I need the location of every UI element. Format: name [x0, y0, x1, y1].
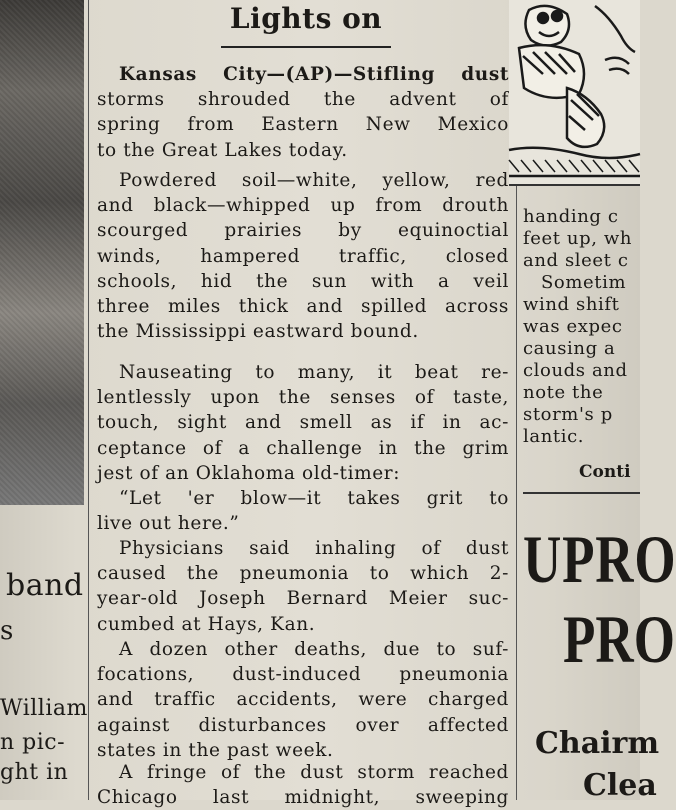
right-line: storm's p [523, 404, 613, 425]
right-line: and sleet c [523, 250, 629, 271]
right-line: handing c [523, 206, 619, 227]
article-headline: Lights on [229, 2, 383, 35]
article-paragraph [97, 637, 509, 763]
paragraph-line: Physicians said inhaling of dust [119, 538, 509, 559]
right-story-text [523, 206, 632, 448]
paragraph-line: live out here.” [97, 513, 240, 535]
caption-line: ght in [0, 760, 69, 785]
paragraph-line: to the Great Lakes today. [97, 139, 348, 161]
caption-line: s [0, 616, 14, 646]
paragraph-line: the Mississippi eastward bound. [97, 321, 419, 343]
article-paragraph [97, 486, 509, 536]
paragraph-line: touch, sight and smell as if in ac- [97, 412, 509, 434]
left-column [0, 0, 88, 800]
article-column [97, 0, 515, 809]
right-line: causing a [523, 338, 616, 359]
article-paragraph [97, 168, 509, 344]
column-rule [88, 0, 89, 800]
cartoon-illustration [509, 0, 640, 186]
section-rule [523, 492, 640, 494]
paragraph-line: Chicago last midnight, sweeping [97, 787, 509, 809]
article-paragraph [97, 536, 509, 637]
paragraph-line: Kansas City—(AP)—Stifling dust [119, 64, 509, 85]
paragraph-line: storms shrouded the advent of [97, 89, 509, 111]
paragraph-line: cumbed at Hays, Kan. [97, 613, 316, 635]
caption-line: William [0, 696, 88, 721]
paragraph-line: schools, hid the sun with a veil [97, 270, 509, 292]
paragraph-line: ceptance of a challenge in the grim [97, 437, 509, 459]
paragraph-line: “Let 'er blow—it takes grit to [119, 488, 509, 509]
paragraph-line: Powdered soil—white, yellow, red [119, 170, 509, 191]
right-line: feet up, wh [523, 228, 633, 249]
paragraph-line: three miles thick and spilled across [97, 295, 509, 317]
right-subhead: Clea [583, 768, 657, 803]
paragraph-line: and black—whipped up from drouth [97, 195, 509, 217]
right-line: Sometim [541, 272, 627, 293]
paragraph-line: lentlessly upon the senses of taste, [97, 387, 509, 409]
right-headline: PRO [563, 601, 675, 677]
paragraph-line: A dozen other deaths, due to suf- [119, 639, 509, 660]
caption-line: n pic- [0, 730, 66, 755]
paragraph-line: against disturbances over affected [97, 714, 509, 736]
paragraph-line: A fringe of the dust storm reached [119, 762, 509, 783]
right-line: note the [523, 382, 604, 403]
article-paragraph [97, 360, 509, 486]
article-paragraph [97, 62, 509, 163]
paragraph-line: year-old Joseph Bernard Meier suc- [97, 588, 509, 610]
right-column [523, 0, 676, 803]
paragraph-line: scourged prairies by equinoctial [97, 220, 509, 242]
paragraph-line: states in the past week. [97, 739, 334, 761]
headline-rule [221, 46, 391, 48]
right-line: clouds and [523, 360, 628, 381]
paragraph-line: focations, dust-induced pneumonia [97, 664, 509, 686]
paragraph-line: Nauseating to many, it beat re- [119, 362, 509, 383]
paragraph-line: jest of an Oklahoma old-timer: [97, 462, 401, 484]
right-line: wind shift [523, 294, 620, 315]
right-headline: UPRO [523, 521, 676, 597]
right-line: lantic. [523, 426, 585, 447]
article-paragraph [97, 760, 509, 810]
right-line: was expec [523, 316, 623, 337]
halftone-photo [0, 0, 84, 505]
paragraph-line: caused the pneumonia to which 2- [97, 563, 509, 585]
right-subhead: Chairm [535, 726, 660, 761]
continued-label: Conti [579, 462, 631, 482]
caption-line: band [6, 568, 84, 603]
paragraph-line: spring from Eastern New Mexico [97, 114, 509, 136]
paragraph-line: and traffic accidents, were charged [97, 689, 509, 711]
paragraph-line: winds, hampered traffic, closed [97, 245, 509, 267]
